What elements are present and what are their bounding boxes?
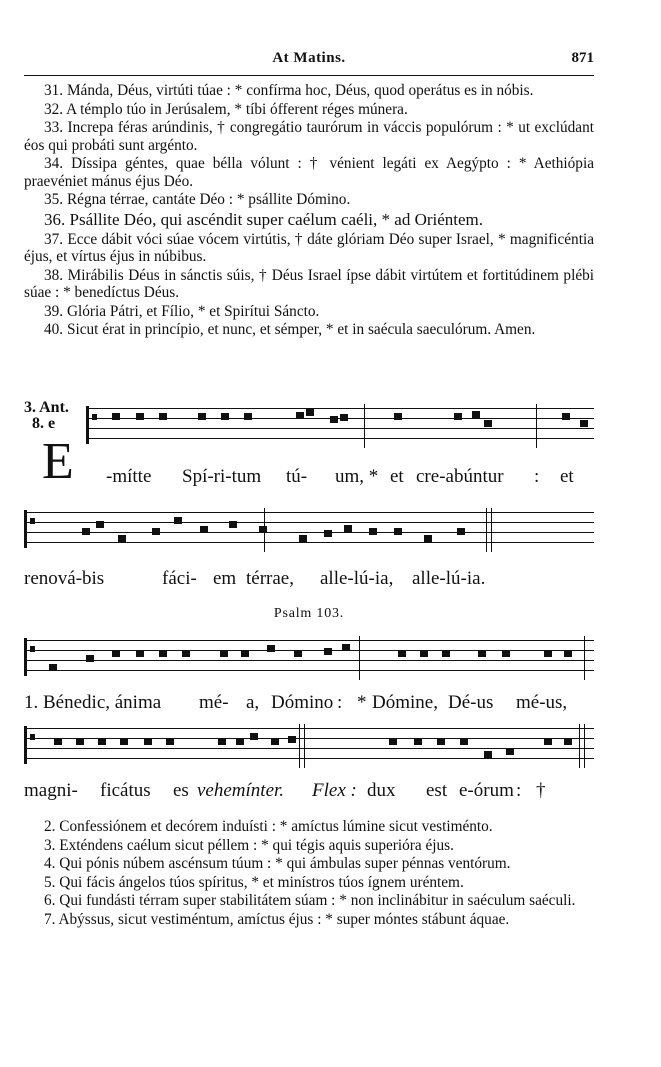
neume-icon bbox=[544, 650, 552, 657]
verse-text: Glória Pátri, et Fílio, * et Spirítui Sáncto. bbox=[66, 302, 320, 320]
verse-text: Mánda, Déus, virtúti túae : * confírma hoc, Déus, quod operátus es in nóbis. bbox=[66, 82, 534, 99]
neume-icon bbox=[324, 530, 332, 537]
lyric-syllable: : bbox=[337, 692, 343, 713]
neume-icon bbox=[220, 650, 228, 657]
verse-text: Régna térrae, cantáte Déo : * psállite Dómino. bbox=[66, 191, 351, 208]
verse-number: 40. bbox=[44, 321, 67, 338]
lyric-syllable: Flex : bbox=[312, 780, 357, 801]
verse bbox=[24, 855, 594, 873]
neume-icon bbox=[120, 738, 128, 745]
lyric-syllable: magni- bbox=[24, 780, 78, 801]
bar-line bbox=[486, 508, 492, 552]
neume-icon bbox=[250, 733, 258, 740]
lyric-syllable: renová-bis bbox=[24, 568, 105, 589]
neume-icon bbox=[174, 517, 182, 524]
verse-number: 5. bbox=[44, 873, 60, 891]
verse-number: 32. bbox=[44, 100, 67, 118]
staff-line bbox=[24, 640, 594, 641]
clef-icon bbox=[86, 406, 95, 444]
neume-icon bbox=[562, 413, 570, 420]
verse-text: Qui fundásti térram super stabilitátem súam : * non inclinábitur in saéculum saéculi. bbox=[59, 892, 576, 909]
clef-icon bbox=[24, 510, 33, 548]
neume-icon bbox=[506, 748, 514, 755]
neume-icon bbox=[369, 528, 377, 535]
neume-icon bbox=[442, 650, 450, 657]
neume-icon bbox=[414, 738, 422, 745]
staff-line bbox=[24, 728, 594, 729]
antiphon-mode: 8. e bbox=[32, 415, 56, 432]
lyric-syllable: térrae, bbox=[246, 568, 294, 589]
neume-icon bbox=[244, 413, 252, 420]
bar-line bbox=[299, 724, 305, 768]
bar-line bbox=[536, 404, 537, 448]
lyric-syllable: tú- bbox=[286, 466, 308, 487]
neume-icon bbox=[229, 521, 237, 528]
staff-line bbox=[24, 542, 594, 543]
verse bbox=[24, 191, 594, 209]
drop-initial: E bbox=[42, 433, 74, 490]
lyric-syllable: em bbox=[213, 568, 237, 589]
antiphon-staff-1 bbox=[24, 404, 594, 448]
verse-text: Increpa féras arúndinis, † congregátio taurórum in váccis populórum : * ut exclúdant éos qui probáti sunt argénto. bbox=[24, 119, 594, 154]
verse-number: 4. bbox=[44, 855, 60, 872]
verse bbox=[24, 101, 594, 119]
verse bbox=[24, 911, 594, 929]
lyric-syllable: † bbox=[536, 780, 546, 801]
neume-icon bbox=[159, 650, 167, 657]
neume-icon bbox=[502, 650, 510, 657]
neume-icon bbox=[342, 644, 350, 651]
verse bbox=[24, 119, 594, 154]
lyric-syllable: -mítte bbox=[106, 466, 152, 487]
bar-line bbox=[359, 636, 360, 680]
neume-icon bbox=[457, 528, 465, 535]
psalm-tone-2 bbox=[24, 724, 594, 801]
staff-line bbox=[86, 438, 594, 439]
neume-icon bbox=[118, 535, 126, 542]
neume-icon bbox=[271, 738, 279, 745]
lyric-syllable: et bbox=[560, 466, 574, 487]
staff-line bbox=[86, 428, 594, 429]
verse-text: Díssipa géntes, quae bélla vólunt : † vénient legáti ex Aegýpto : * Aethiópia praevéniet mánus éjus Déo. bbox=[24, 155, 594, 190]
neume-icon bbox=[437, 738, 445, 745]
verse-number: 39. bbox=[44, 302, 67, 320]
lyric-syllable: mé-us, bbox=[516, 692, 568, 713]
lyric-syllable: vehemínter. bbox=[197, 780, 285, 801]
neume-icon bbox=[152, 528, 160, 535]
neume-icon bbox=[454, 413, 462, 420]
neume-icon bbox=[394, 413, 402, 420]
lyric-syllable: Spí-ri-tum bbox=[182, 466, 262, 487]
psalm-title: Psalm 103. bbox=[273, 606, 345, 621]
antiphon-line-2 bbox=[24, 508, 594, 589]
staff-line bbox=[24, 758, 594, 759]
verse-number: 35. bbox=[44, 191, 67, 208]
verse bbox=[24, 321, 594, 339]
verse-text: Abýssus, sicut vestiméntum, amíctus éjus : * super móntes stábunt áquae. bbox=[58, 910, 510, 928]
neume-icon bbox=[144, 738, 152, 745]
verse-text: Confessiónem et decórem induísti : * amíctus lúmine sicut vestiménto. bbox=[59, 818, 493, 835]
header-title: At Matins. bbox=[272, 50, 346, 66]
lyric-syllable: * bbox=[357, 692, 367, 713]
neume-icon bbox=[299, 535, 307, 542]
bar-line bbox=[579, 724, 585, 768]
neume-icon bbox=[420, 650, 428, 657]
neume-icon bbox=[472, 411, 480, 418]
neume-icon bbox=[54, 738, 62, 745]
lyric-syllable: fáci- bbox=[162, 568, 197, 589]
neume-icon bbox=[580, 420, 588, 427]
neume-icon bbox=[49, 664, 57, 671]
verse bbox=[24, 874, 594, 892]
psalm-staff-2 bbox=[24, 724, 594, 768]
lyric-syllable: Dé-us bbox=[448, 692, 494, 713]
neume-icon bbox=[296, 412, 304, 419]
neume-icon bbox=[294, 650, 302, 657]
lyric-syllable: : bbox=[534, 466, 540, 487]
lyric-syllable: : bbox=[516, 780, 522, 801]
neume-icon bbox=[159, 413, 167, 420]
neume-icon bbox=[136, 650, 144, 657]
lyric-syllable: ficátus bbox=[100, 780, 151, 801]
neume-icon bbox=[478, 650, 486, 657]
staff-line bbox=[86, 408, 594, 409]
staff-line bbox=[24, 660, 594, 661]
neume-icon bbox=[76, 738, 84, 745]
lyric-syllable: dux bbox=[367, 780, 396, 801]
neume-icon bbox=[218, 738, 226, 745]
neume-icon bbox=[241, 650, 249, 657]
page-number: 871 bbox=[571, 50, 594, 66]
verse-text: Sicut érat in princípio, et nunc, et sémper, * et in saécula saeculórum. Amen. bbox=[66, 321, 536, 338]
running-header bbox=[24, 50, 594, 72]
lyric-syllable: 1. Bénedic, ánima bbox=[24, 692, 162, 713]
lyric-syllable: e-órum bbox=[459, 780, 514, 801]
neume-icon bbox=[236, 738, 244, 745]
verse bbox=[24, 210, 594, 230]
verse-number: 33. bbox=[44, 119, 68, 136]
verses-bottom bbox=[24, 818, 594, 929]
psalm-tone-1 bbox=[24, 636, 594, 713]
verse-number: 2. bbox=[44, 818, 60, 835]
neume-icon bbox=[424, 535, 432, 542]
lyric-syllable: alle-lú-ia. bbox=[412, 568, 486, 589]
neume-icon bbox=[389, 738, 397, 745]
verse bbox=[24, 818, 594, 836]
neume-icon bbox=[460, 738, 468, 745]
neume-icon bbox=[198, 413, 206, 420]
verse bbox=[24, 892, 594, 910]
neume-icon bbox=[259, 526, 267, 533]
psalm-staff-1 bbox=[24, 636, 594, 680]
verse bbox=[24, 155, 594, 190]
neume-icon bbox=[484, 420, 492, 427]
neume-icon bbox=[544, 738, 552, 745]
verse-number: 38. bbox=[44, 266, 68, 284]
lyric-syllable: cre-abúntur bbox=[416, 466, 504, 487]
verse bbox=[24, 303, 594, 321]
lyric-syllable: es bbox=[173, 780, 189, 801]
neume-icon bbox=[324, 648, 332, 655]
neume-icon bbox=[564, 650, 572, 657]
neume-icon bbox=[182, 650, 190, 657]
verse-number: 37. bbox=[44, 230, 68, 248]
neume-icon bbox=[200, 526, 208, 533]
lyric-syllable: Dómine, bbox=[372, 692, 438, 713]
verse-text: Qui pónis núbem ascénsum túum : * qui ámbulas super pénnas ventórum. bbox=[59, 855, 511, 872]
neume-icon bbox=[136, 413, 144, 420]
verse-text: Psállite Déo, qui ascéndit super caélum caéli, * ad Oriéntem. bbox=[69, 209, 484, 229]
staff-line bbox=[24, 738, 594, 739]
staff-line bbox=[24, 512, 594, 513]
lyric-syllable: alle-lú-ia, bbox=[320, 568, 394, 589]
page bbox=[24, 0, 594, 1067]
verse bbox=[24, 837, 594, 855]
neume-icon bbox=[398, 650, 406, 657]
verse-number: 34. bbox=[44, 155, 72, 172]
neume-icon bbox=[267, 645, 275, 652]
antiphon-number: 3. Ant. bbox=[24, 399, 69, 416]
neume-icon bbox=[221, 413, 229, 420]
lyric-syllable: et bbox=[390, 466, 404, 487]
staff-line bbox=[24, 532, 594, 533]
bar-line bbox=[364, 404, 365, 448]
clef-icon bbox=[24, 726, 33, 764]
neume-icon bbox=[484, 751, 492, 758]
neume-icon bbox=[288, 736, 296, 743]
neume-icon bbox=[112, 650, 120, 657]
verse-number: 36. bbox=[44, 209, 70, 229]
verse-text: Qui fácis ángelos túos spíritus, * et minístros túos ígnem uréntem. bbox=[59, 873, 464, 891]
lyric-syllable: a, bbox=[246, 692, 260, 713]
neume-icon bbox=[330, 416, 338, 423]
neume-icon bbox=[82, 528, 90, 535]
verses-top bbox=[24, 82, 594, 340]
neume-icon bbox=[564, 738, 572, 745]
verse-text: A témplo túo in Jerúsalem, * tíbi ófferent réges múnera. bbox=[66, 100, 408, 118]
verse-number: 31. bbox=[44, 82, 67, 99]
verse-text: Ecce dábit vóci súae vócem virtútis, † dáte glóriam Déo super Israel, * magnificéntia éjus, et vírtus éjus in núbibus. bbox=[24, 230, 594, 265]
neume-icon bbox=[306, 409, 314, 416]
header-rule bbox=[24, 75, 594, 76]
lyric-syllable: Dómino bbox=[271, 692, 334, 713]
neume-icon bbox=[166, 738, 174, 745]
neume-icon bbox=[112, 413, 120, 420]
neume-icon bbox=[394, 528, 402, 535]
verse-number: 3. bbox=[44, 836, 60, 854]
neume-icon bbox=[340, 414, 348, 421]
clef-icon bbox=[24, 638, 33, 676]
lyric-syllable: est bbox=[426, 780, 448, 801]
lyric-syllable: um, * bbox=[335, 466, 379, 487]
neume-icon bbox=[344, 525, 352, 532]
verse-text: Exténdens caélum sicut péllem : * qui tégis aquis superióra éjus. bbox=[59, 836, 454, 854]
verse bbox=[24, 82, 594, 100]
verse-number: 6. bbox=[44, 892, 60, 909]
neume-icon bbox=[96, 521, 104, 528]
verse-text: Mirábilis Déus in sánctis súis, † Déus Israel ípse dábit virtútem et fortitúdinem plébi súae : * benedíctus Déus. bbox=[24, 266, 595, 301]
verse-number: 7. bbox=[44, 910, 59, 928]
bar-line bbox=[264, 508, 265, 552]
staff-line bbox=[24, 670, 594, 671]
bar-line bbox=[584, 636, 585, 680]
antiphon-staff-2 bbox=[24, 508, 594, 552]
verse bbox=[24, 231, 594, 266]
neume-icon bbox=[98, 738, 106, 745]
neume-icon bbox=[86, 655, 94, 662]
staff-line bbox=[24, 522, 594, 523]
verse bbox=[24, 267, 594, 302]
lyric-syllable: mé- bbox=[199, 692, 229, 713]
